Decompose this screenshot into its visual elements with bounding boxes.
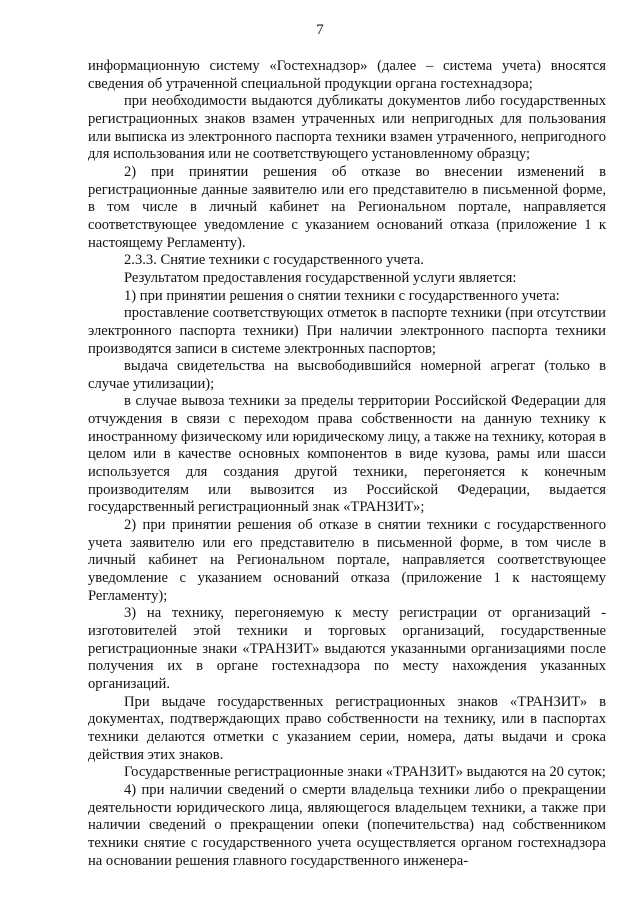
document-body — [88, 58, 606, 870]
page-number: 7 — [316, 22, 324, 38]
paragraph: 3) на технику, перегоняемую к месту регистрации от организаций - изготовителей этой техники и торговых организаций, государственные регистрационные знаки «ТРАНЗИТ» выдаются указанными организациями после получения их в органе гостехнадзора по месту нахождения указанных организаций. — [88, 605, 606, 692]
paragraph: 1) при принятии решения о снятии техники с государственного учета: — [124, 287, 560, 304]
paragraph: При выдаче государственных регистрационных знаков «ТРАНЗИТ» в документах, подтверждающих право собственности на технику, или в паспортах техники делаются отметки с указанием серии, номера, даты выдачи и срока действия этих знаков. — [88, 693, 606, 763]
paragraph: выдача свидетельства на высвободившийся номерной агрегат (только в случае утилизации); — [88, 358, 606, 392]
paragraph: 4) при наличии сведений о смерти владельца техники либо о прекращении деятельности юридического лица, являющегося владельцем техники, а также при наличии сведений о прекращении опеки (попечительства) над собственником техники снятие с государственного учета осуществляется органом гостехнадзора на основании решения главного государственного инженера- — [88, 781, 606, 869]
paragraph: 2) при принятии решения об отказе в снятии техники с государственного учета заявителю или его представителю в письменной форме, в том числе в личный кабинет на Региональном портале, направляется соответствующее уведомление с указанием оснований отказа (приложение 1 к настоящему Регламенту); — [88, 517, 606, 604]
paragraph: проставление соответствующих отметок в паспорте техники (при отсутствии электронного паспорта техники) При наличии электронного паспорта техники производятся записи в системе электронных паспортов; — [88, 305, 606, 357]
paragraph: 2) при принятии решения об отказе во внесении изменений в регистрационные данные заявителю или его представителю в письменной форме, в том числе в личный кабинет на Региональном портале, направляется соответствующее уведомление с указанием оснований отказа (приложение 1 к настоящему Регламенту). — [88, 163, 606, 251]
paragraph: в случае вывоза техники за пределы территории Российской Федерации для отчуждения в связи с переходом права собственности на данную технику к иностранному физическому или юридическому лицу, а также на технику, которая в целом или в качестве основных компонентов в виде кузова, рамы или шасси используется для создания другой техники, перегоняется к конечным производителям или вывозится из Российской Федерации, выдается государственный регистрационный знак «ТРАНЗИТ»; — [88, 393, 606, 516]
section-heading: 2.3.3. Снятие техники с государственного учета. — [124, 252, 424, 269]
paragraph: информационную систему «Гостехнадзор» (далее – система учета) вносятся сведения об утраченной специальной продукции органа гостехнадзора; — [88, 58, 606, 92]
paragraph: при необходимости выдаются дубликаты документов либо государственных регистрационных знаков взамен утраченных или непригодных для пользования или выписка из электронного паспорта техники взамен утраченного, непригодного для использования или не соответствующего установленному образцу; — [88, 93, 606, 163]
paragraph: Результатом предоставления государственной услуги является: — [124, 269, 517, 286]
paragraph: Государственные регистрационные знаки «ТРАНЗИТ» выдаются на 20 суток; — [124, 764, 606, 781]
